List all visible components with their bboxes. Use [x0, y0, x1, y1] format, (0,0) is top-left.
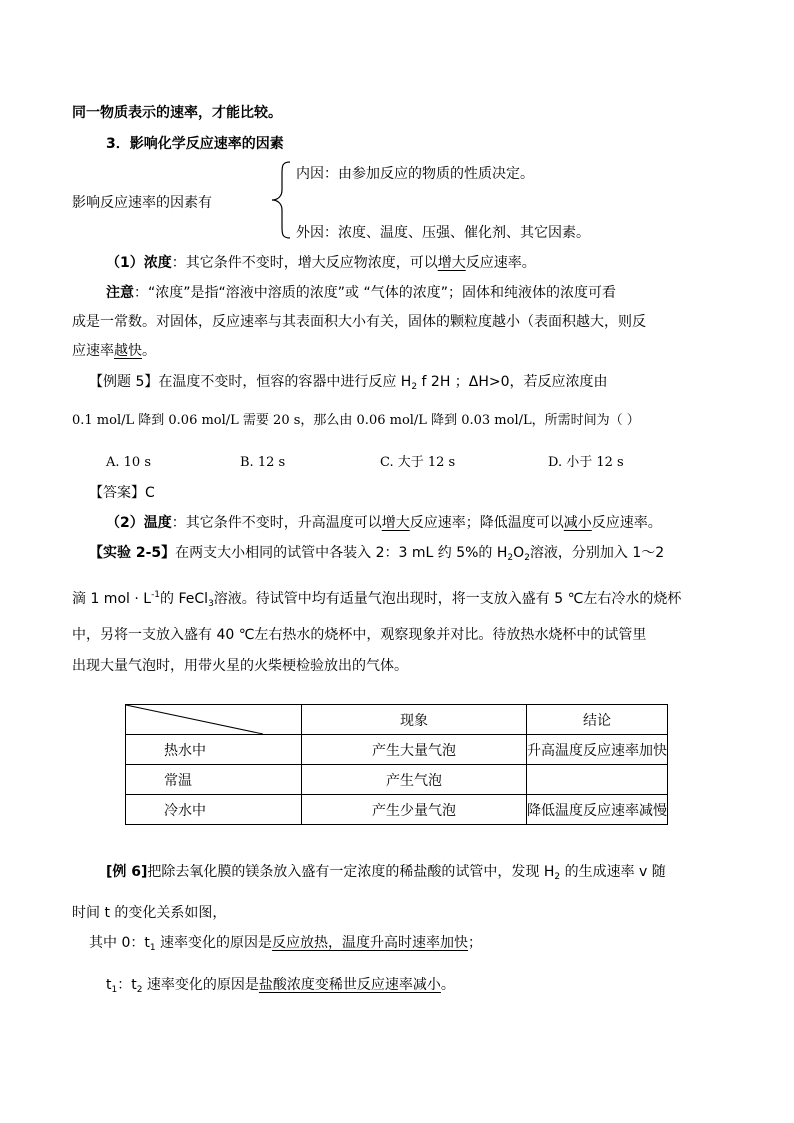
example5-text-a: 在温度不变时，恒容的容器中进行反应 H — [158, 374, 412, 390]
concentration-label: （1）浓度 — [106, 255, 172, 271]
table-cell: 升高温度反应速率加快 — [527, 735, 668, 765]
example6-label: [例 6] — [106, 864, 148, 880]
temperature-paragraph — [106, 513, 662, 533]
experiment-text-b: 溶液，分别加入 1～2 — [529, 545, 665, 561]
table-cell: 冷水中 — [126, 795, 302, 825]
table-cell — [527, 765, 668, 795]
example6-line4-c: 速率变化的原因是 — [142, 977, 259, 993]
table-row — [126, 765, 668, 795]
concentration-text: ：其它条件不变时，增大反应物浓度，可以 — [171, 255, 438, 271]
table-cell: 产生大量气泡 — [302, 735, 527, 765]
option-b: B. 12 s — [240, 455, 286, 470]
example6-subscript: 2 — [554, 872, 561, 882]
example6-line4-sub2: 2 — [136, 985, 143, 995]
experiment-line2-a: 滴 1 mol · L — [72, 591, 152, 607]
note-line1 — [106, 283, 616, 303]
note-line3-start: 应速率 — [72, 343, 114, 359]
section-heading: 3．影响化学反应速率的因素 — [106, 136, 284, 152]
experiment-line4: 出现大量气泡时，用带火星的火柴梗检验放出的气体。 — [72, 658, 408, 674]
note-label: 注意 — [106, 285, 134, 301]
example6-line1 — [106, 862, 666, 887]
example6-line4-sub1: 1 — [111, 985, 118, 995]
example6-line3 — [89, 933, 482, 958]
note-line2: 成是一常数。对固体，反应速率与其表面积大小有关，固体的颗粒度越小（表面积越大，则反 — [72, 314, 646, 330]
temperature-text-b: 反应速率；降低温度可以 — [409, 515, 564, 531]
experiment-sub-cl: 3 — [208, 599, 214, 609]
example5-subscript: 2 — [411, 382, 418, 392]
experiment-superscript: -1 — [151, 590, 161, 600]
concentration-text-end: 反应速率。 — [465, 255, 536, 271]
example5-line2: 0.1 mol/L 降到 0.06 mol/L 需要 20 s，那么由 0.06 mol/L 降到 0.03 mol/L，所需时间为（ ） — [72, 413, 640, 428]
example6-line4 — [106, 975, 455, 1000]
concentration-underlined: 增大 — [437, 255, 466, 271]
example6-text-a: 把除去氧化膜的镁条放入盛有一定浓度的稀盐酸的试管中，发现 H — [147, 864, 555, 880]
curly-brace-icon — [270, 160, 292, 240]
temperature-text-a: ：其它条件不变时，升高温度可以 — [171, 515, 382, 531]
example6-line4-d: 。 — [440, 977, 455, 993]
example6-line4-b: ：t — [117, 977, 137, 993]
option-a: A. 10 s — [106, 455, 151, 470]
note-line3-underlined: 越快 — [114, 343, 142, 359]
option-d: D. 小于 12 s — [548, 455, 624, 470]
table-row — [126, 795, 668, 825]
inner-factor: 内因：由参加反应的物质的性质决定。 — [296, 166, 534, 182]
example5-text-b: f 2H ；ΔH>0，若反应浓度由 — [417, 374, 608, 390]
table-header-conclusion: 结论 — [527, 705, 668, 735]
experiment-line2 — [72, 585, 681, 614]
continued-text: 同一物质表示的速率，才能比较。 — [72, 105, 282, 121]
table-cell: 热水中 — [126, 735, 302, 765]
option-c: C. 大于 12 s — [380, 455, 456, 470]
note-line3-end: 。 — [142, 343, 156, 359]
example5-line1 — [89, 372, 608, 397]
experiment-line2-c: 溶液。待试管中均有适量气泡出现时，将一支放入盛有 5 ℃左右冷水的烧杯 — [213, 591, 682, 607]
temperature-label: （2）温度 — [106, 515, 172, 531]
table-cell: 产生少量气泡 — [302, 795, 527, 825]
experiment-line3: 中，另将一支放入盛有 40 ℃左右热水的烧杯中，观察现象并对比。待放热水烧杯中的试管里 — [72, 627, 647, 643]
example6-line4-a: t — [106, 977, 112, 993]
temperature-text-c: 反应速率。 — [591, 515, 662, 531]
temperature-underlined-1: 增大 — [381, 515, 410, 531]
table-cell: 常温 — [126, 765, 302, 795]
outer-factor: 外因：浓度、温度、压强、催化剂、其它因素。 — [296, 225, 590, 241]
concentration-paragraph — [106, 253, 536, 273]
table-header-phenomenon: 现象 — [302, 705, 527, 735]
table-row — [126, 735, 668, 765]
example6-text-b: 的生成速率 v 随 — [560, 864, 666, 880]
experiment-table — [125, 704, 668, 825]
note-text: ：“浓度”是指“溶液中溶质的浓度”或 “气体的浓度”；固体和纯液体的浓度可看 — [134, 285, 616, 301]
experiment-text-a: 在两支大小相同的试管中各装入 2：3 mL 约 5%的 H — [175, 545, 508, 561]
example6-line3-sub: 1 — [149, 943, 156, 953]
experiment-sub-h: 2 — [507, 553, 514, 563]
factors-label: 影响反应速率的因素有 — [72, 195, 212, 211]
example6-line3-c: ； — [468, 935, 483, 951]
example6-line3-a: 其中 0：t — [89, 935, 150, 951]
table-cell: 降低温度反应速率减慢 — [527, 795, 668, 825]
experiment-label: 【实验 2-5】 — [89, 545, 176, 561]
table-cell: 产生气泡 — [302, 765, 527, 795]
experiment-line2-b: 的 FeCl — [160, 591, 209, 607]
diagonal-line — [126, 705, 263, 734]
example6-line3-b: 速率变化的原因是 — [155, 935, 273, 951]
temperature-underlined-2: 减小 — [563, 515, 592, 531]
table-corner-cell — [126, 705, 302, 735]
table-header-row — [126, 705, 668, 735]
note-line3 — [72, 341, 156, 361]
experiment-o: O — [513, 545, 525, 561]
example5-label: 【例题 5】 — [89, 374, 159, 390]
example6-line4-underlined: 盐酸浓度变稀世反应速率减小 — [258, 977, 441, 993]
example6-line3-underlined: 反应放热，温度升高时速率加快 — [272, 935, 469, 951]
example5-answer: 【答案】C — [89, 485, 155, 501]
experiment-line1 — [89, 543, 664, 568]
example6-line2: 时间 t 的变化关系如图， — [72, 905, 227, 921]
experiment-sub-o: 2 — [524, 553, 530, 563]
